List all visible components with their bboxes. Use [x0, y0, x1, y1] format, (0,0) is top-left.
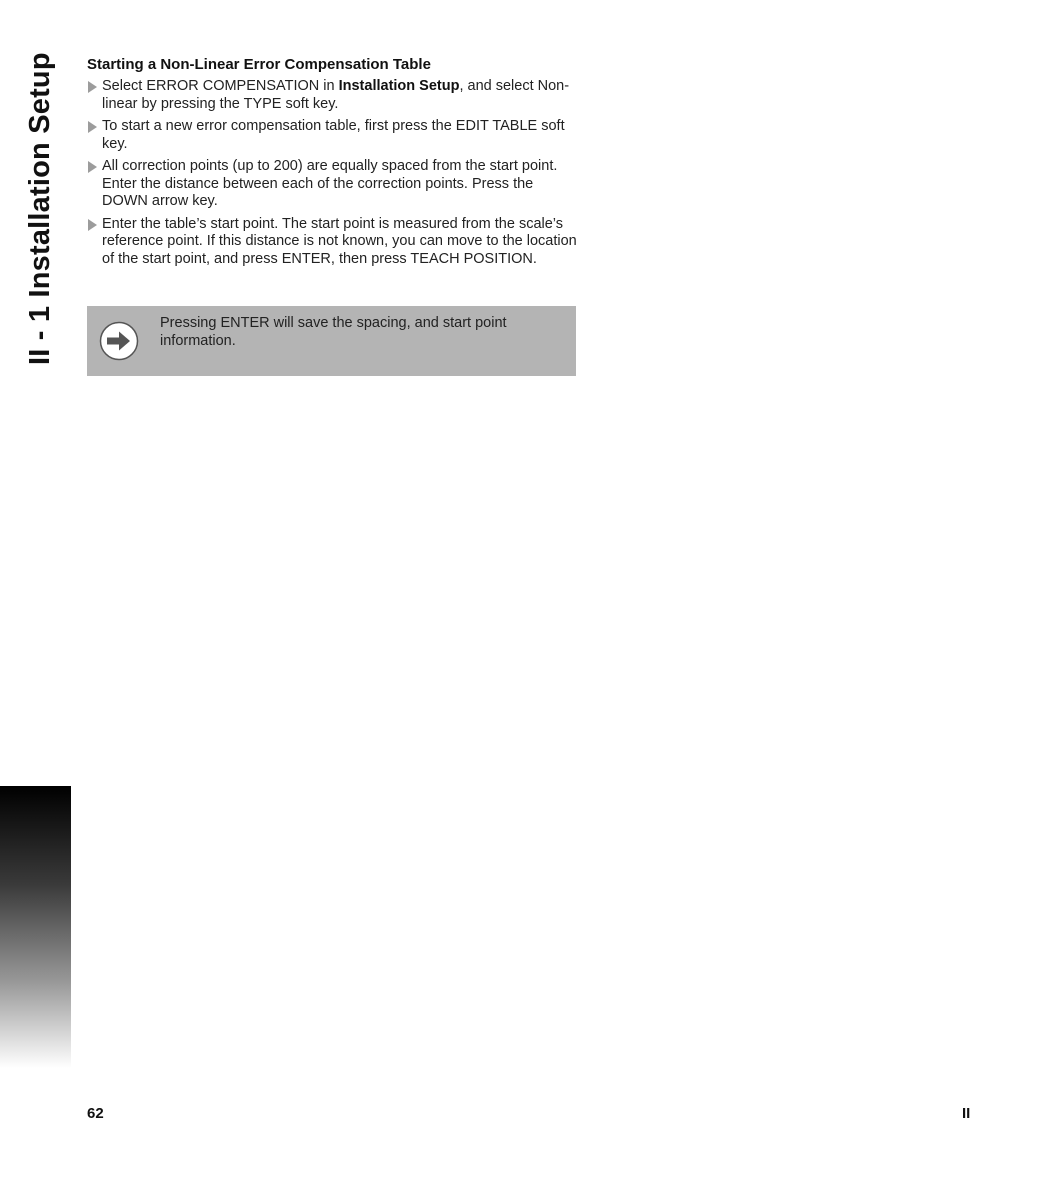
list-item [87, 78, 579, 113]
step-text: Enter the table’s start point. The start point is measured from the scale’s reference point. If this distance is not known, you can move to the location of the start point, and press ENTER, then press TEACH POSITION. [102, 215, 577, 267]
list-item [87, 118, 579, 153]
step-text: To start a new error compensation table, first press the EDIT TABLE soft key. [102, 118, 565, 152]
step-text-post: , and select Non-linear by pressing the TYPE soft key. [102, 78, 570, 112]
step-text-bold: Installation Setup [338, 78, 460, 94]
part-indicator: II [962, 1105, 971, 1122]
arrow-right-icon [99, 321, 139, 361]
bullet-triangle-icon [88, 219, 97, 231]
main-content [87, 55, 579, 273]
chapter-tab-gradient [0, 786, 71, 1068]
step-text-pre: Select ERROR COMPENSATION in [102, 78, 339, 94]
step-text: All correction points (up to 200) are equally spaced from the start point. Enter the distance between each of the correction points. Press the DOWN arrow key. [102, 158, 558, 209]
bullet-triangle-icon [88, 81, 97, 93]
chapter-side-title: II - 1 Installation Setup [24, 52, 56, 365]
note-text: Pressing ENTER will save the spacing, and start point information. [160, 315, 507, 349]
page-number: 62 [87, 1105, 104, 1122]
bullet-triangle-icon [88, 121, 97, 133]
list-item [87, 158, 579, 211]
note-box [87, 306, 576, 376]
section-heading: Starting a Non-Linear Error Compensation Table [87, 56, 431, 73]
bullet-triangle-icon [88, 161, 97, 173]
list-item [87, 216, 579, 269]
